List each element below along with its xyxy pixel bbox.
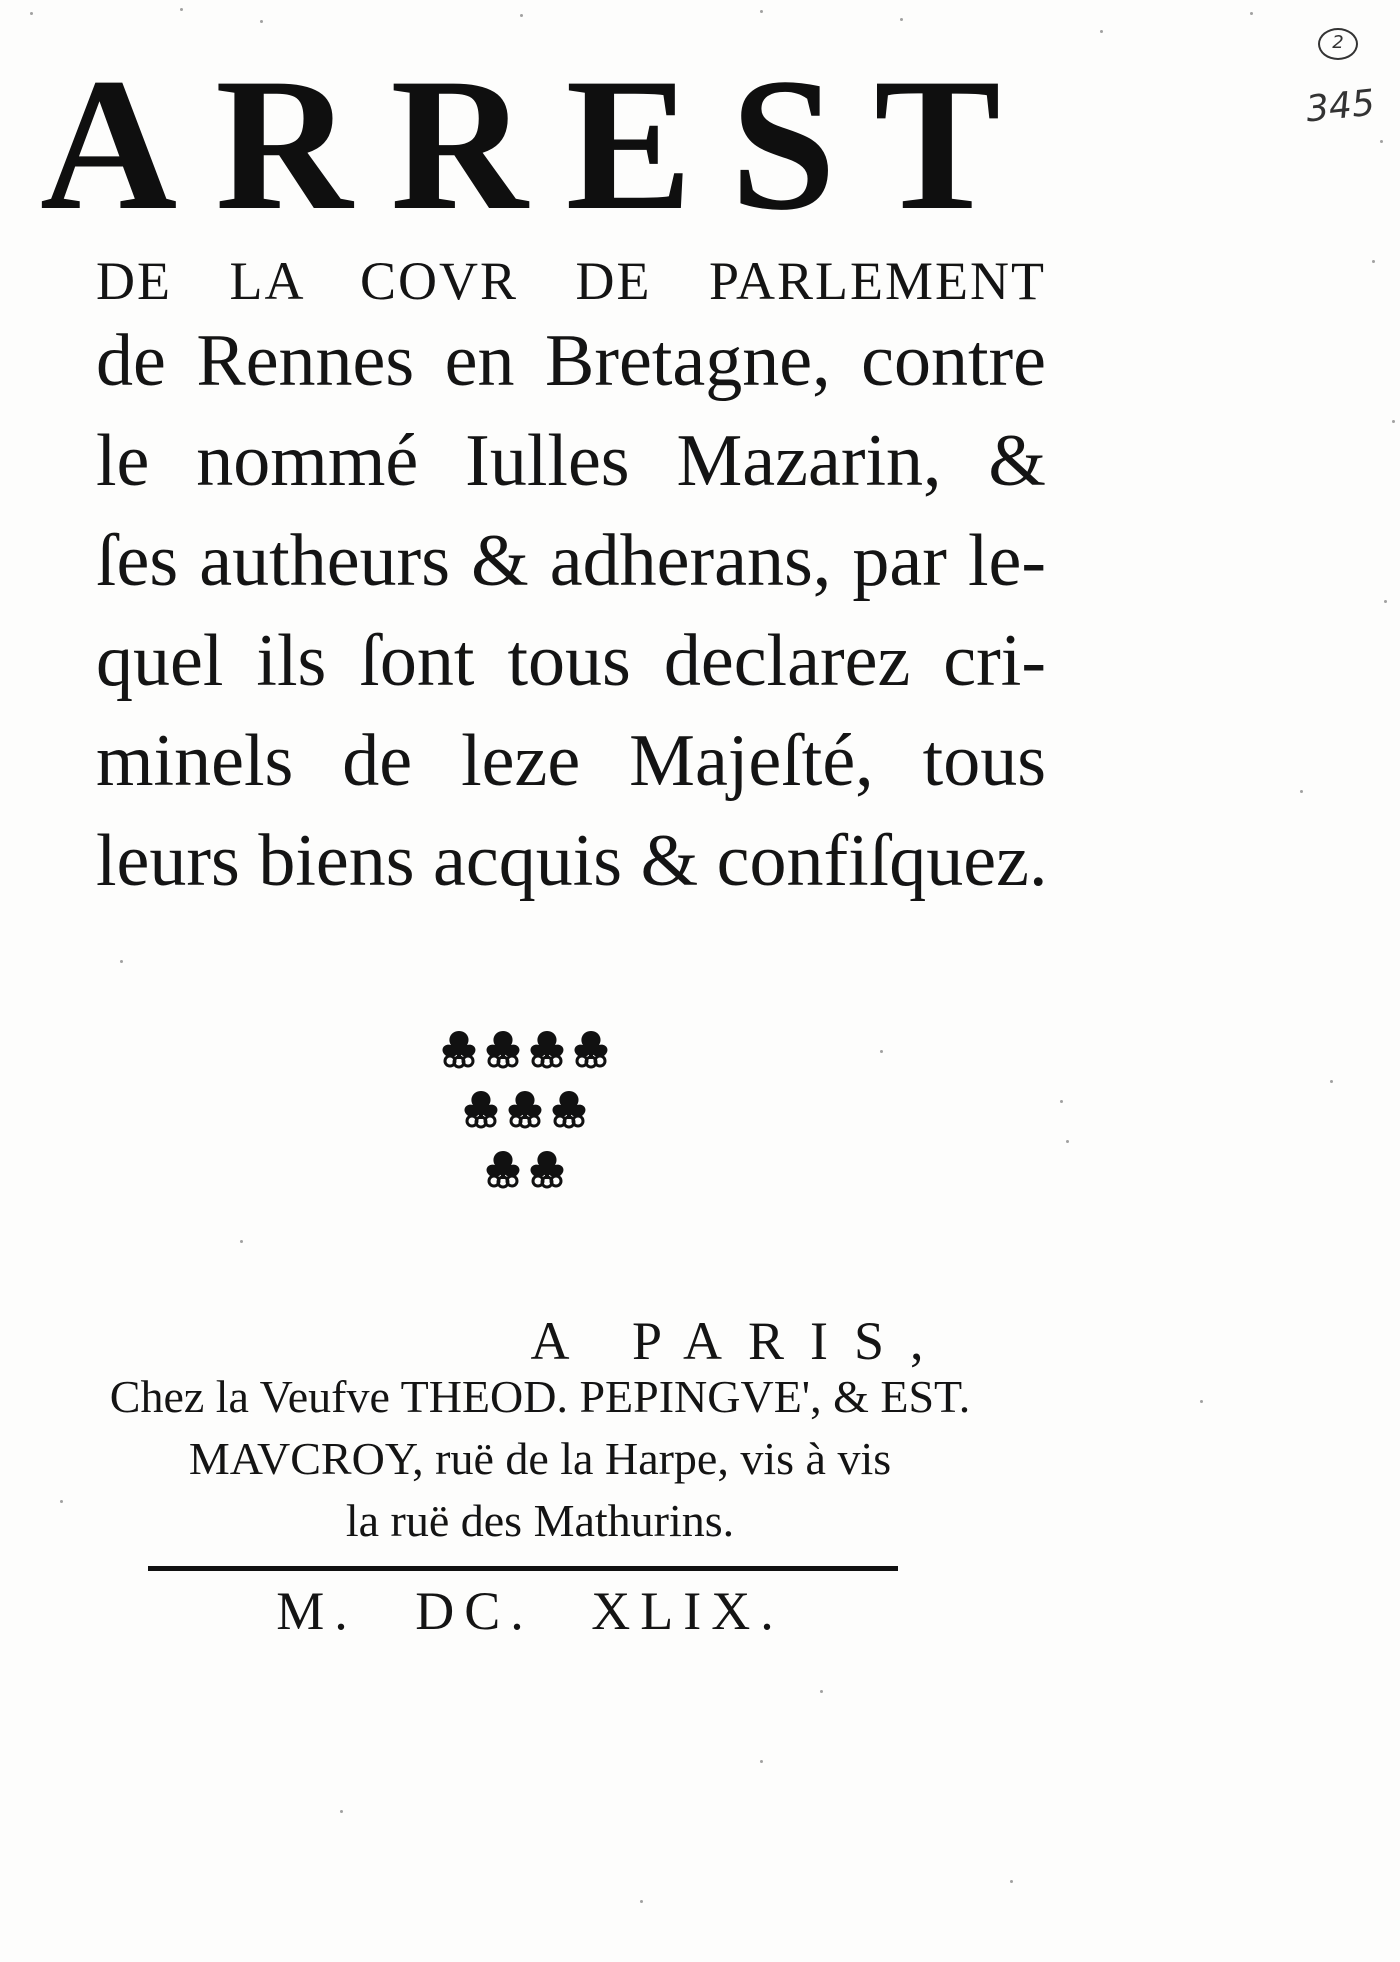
paper-speck (760, 10, 763, 13)
fleuron-cluster-icon (430, 1015, 620, 1205)
paper-speck (1066, 1140, 1069, 1143)
fleuron-ornament (531, 1151, 564, 1187)
paper-speck (1384, 600, 1387, 603)
paper-speck (820, 1690, 823, 1693)
fleuron-ornament (487, 1031, 520, 1067)
circled-annotation: 2 (1318, 28, 1358, 60)
folio-number-annotation: 345 (1304, 82, 1377, 131)
paper-speck (520, 14, 523, 17)
subtitle-line-5: quel ils ſont tous declarez cri- (96, 620, 1046, 702)
paper-speck (260, 20, 263, 23)
paper-speck (1060, 1100, 1063, 1103)
paper-speck (1250, 12, 1253, 15)
subtitle-line-4: ſes autheurs & adherans, par le- (96, 520, 1046, 602)
imprint-street-line: la ruë des Mathurins. (345, 1495, 735, 1546)
fleuron-ornament (575, 1031, 608, 1067)
imprint-printer-line: Chez la Veufve THEOD. PEPINGVE', & EST. (109, 1371, 971, 1422)
fleuron-ornament (443, 1031, 476, 1067)
paper-speck (760, 1760, 763, 1763)
fleuron-ornament (465, 1091, 498, 1127)
fleuron-ornament (509, 1091, 542, 1127)
paper-speck (880, 1050, 883, 1053)
paper-speck (1010, 1880, 1013, 1883)
paper-speck (340, 1810, 343, 1813)
paper-speck (240, 1240, 243, 1243)
paper-speck (1380, 140, 1383, 143)
imprint-address-line: MAVCROY, ruë de la Harpe, vis à vis (188, 1433, 892, 1484)
subtitle-line-2: de Rennes en Bretagne, contre (96, 320, 1046, 402)
paper-speck (120, 960, 123, 963)
paper-speck (1200, 1400, 1203, 1403)
paper-speck (1372, 260, 1375, 263)
paper-speck (900, 18, 903, 21)
document-title: ARREST (40, 40, 1039, 250)
paper-speck (640, 1900, 643, 1903)
paper-speck (1300, 790, 1303, 793)
paper-speck (1392, 420, 1395, 423)
paper-speck (30, 12, 33, 15)
imprint-city: A PARIS, (530, 1311, 950, 1371)
subtitle-line-7: leurs biens acquis & confiſquez. (96, 820, 1048, 902)
subtitle-line-1: DE LA COVR DE PARLEMENT (96, 251, 1046, 311)
fleuron-ornament (553, 1091, 586, 1127)
fleuron-ornament (487, 1151, 520, 1187)
paper-speck (180, 8, 183, 11)
imprint-rule (148, 1566, 898, 1571)
subtitle-line-3: le nommé Iulles Mazarin, & (96, 420, 1046, 502)
imprint-date: M. DC. XLIX. (276, 1581, 784, 1641)
fleuron-ornament (531, 1031, 564, 1067)
subtitle-line-6: minels de leze Majeſté, tous (96, 720, 1046, 802)
paper-speck (1100, 30, 1103, 33)
paper-speck (1330, 1080, 1333, 1083)
